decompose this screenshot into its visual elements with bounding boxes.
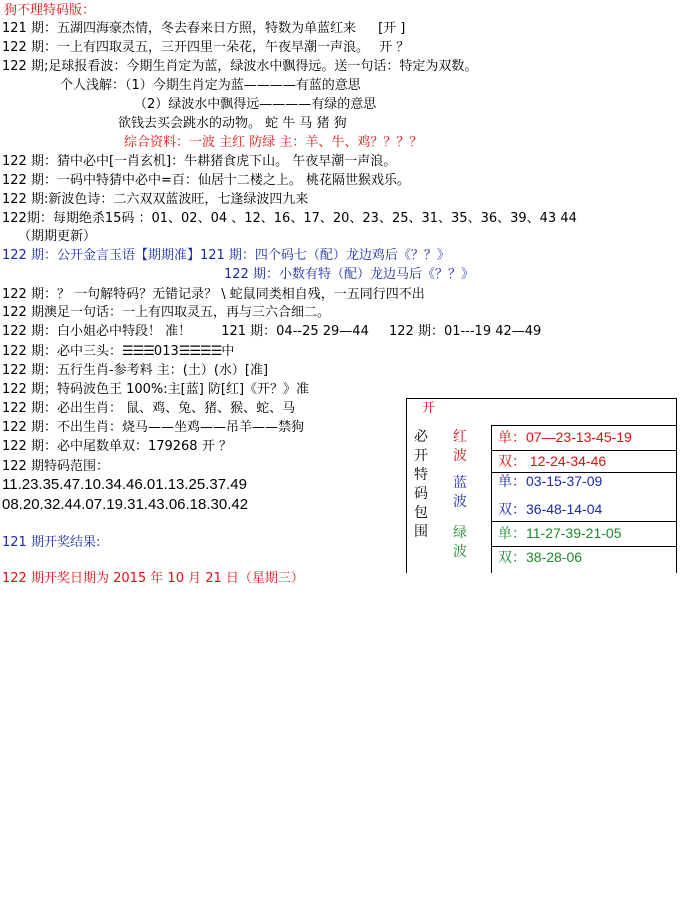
- box-border-left: [406, 398, 407, 573]
- line-small-number: 122 期：小数有特（配）龙边马后《？？》: [224, 267, 474, 282]
- line-122-poem: [2, 39, 409, 57]
- line-digits: 013: [153, 344, 179, 359]
- line-no-zodiac: 122 期：不出生肖：烧马——坐鸡——吊羊——禁狗: [2, 420, 304, 435]
- line-121-poem: [2, 20, 405, 38]
- label-char: 波: [453, 544, 467, 560]
- label-char: 绿: [453, 525, 467, 541]
- blue-even-prefix: 双：: [498, 501, 526, 517]
- vertical-char: 特: [414, 467, 428, 483]
- blue-even-numbers: [498, 498, 602, 520]
- red-odd-numbers: 单：07—23-13-45-19: [498, 429, 632, 445]
- line-xuanji: 122 期：猜中必中[一肖玄机]：牛耕猪食虎下山。 午夜早潮一声浪。: [2, 154, 397, 169]
- line-riddle: 122 期：？ 一句解特码？无错记录？ \ 蛇鼠同类相自残，一五同行四不出: [2, 287, 425, 302]
- line-text: 中: [221, 344, 235, 359]
- line-draw-date: 122 期开奖日期为 2015 年 10 月 21 日（星期三）: [2, 571, 304, 586]
- green-even-numbers: 双：38-28-06: [498, 549, 583, 565]
- line-aozu: 122 期澳足一句话：一上有四取灵五，再与三六合细二。: [2, 305, 330, 320]
- line-text-122: 122 期：01---19 42—49: [389, 324, 542, 339]
- red-wave-label: [452, 428, 468, 466]
- line-five-elements: 122 期：五行生肖-参考料 主：(土）(水）[准]: [2, 363, 269, 378]
- number-range-box: [406, 398, 676, 573]
- line-interpretation-2: （2）绿波水中飘得远————有绿的意思: [134, 97, 377, 112]
- box-divider: [491, 425, 492, 573]
- line-football: 122 期;足球报看波：今期生肖定为蓝，绿波水中飘得远。送一句话：特定为双数。: [2, 59, 478, 74]
- line-yima: 122 期：一码中特猜中必中=百：仙居十二楼之上。 桃花隔世猴戏乐。: [2, 173, 410, 188]
- line-text: 121 期：五湖四海豪杰情，冬去春来日方照，特数为单蓝红来: [2, 21, 356, 36]
- label-char: 波: [453, 494, 467, 510]
- label-char: 蓝: [453, 475, 467, 491]
- line-tag: [开 ]: [378, 21, 406, 36]
- label-char: 红: [453, 429, 467, 445]
- line-result-121: 121 期开奖结果:: [2, 535, 101, 550]
- line-golden-words: 122 期：公开金言玉语【期期准】121 期：四个码七（配）龙边鸡后《？？》: [2, 248, 450, 263]
- box-kai: 开: [422, 401, 436, 416]
- line-update-note: （期期更新）: [18, 229, 97, 244]
- box-border-right: [676, 398, 677, 573]
- vertical-char: 包: [414, 505, 428, 521]
- line-tag: 开 ？: [379, 40, 410, 55]
- label-char: 波: [453, 448, 467, 464]
- line-three-heads: [2, 343, 234, 361]
- line-kill-15: 122期：每期绝杀15码 ：01、02、04 、12、16、17、20、23、25、31、35、36、39、43 44: [2, 211, 577, 226]
- line-animals: 欲钱去买会跳水的动物。 蛇 牛 马 猪 狗: [118, 116, 347, 131]
- green-odd-numbers: 单：11-27-39-21-05: [498, 525, 622, 541]
- line-text-121: 121 期：04--25 29—44: [221, 324, 369, 339]
- line-interpretation-1: 个人浅解：（1）今期生肖定为蓝————有蓝的意思: [60, 78, 361, 93]
- vertical-char: 必: [414, 429, 428, 445]
- red-even-numbers: 双： 12-24-34-46: [498, 453, 607, 469]
- line-must-zodiac: 122 期：必出生肖： 鼠、鸡、兔、猪、猴、蛇、马: [2, 401, 296, 416]
- line-text: 122 期：一上有四取灵五，三开四里一朵花，午夜早潮一声浪。: [2, 40, 369, 55]
- green-wave-label: [452, 524, 468, 562]
- box-vertical-label: [413, 428, 429, 542]
- vertical-char: 开: [414, 448, 428, 464]
- bars-symbol: ☰☰☰: [121, 344, 154, 359]
- line-summary: 综合资料：一波 主红 防绿 主：羊、牛、鸡？？？？: [124, 135, 423, 150]
- page-title: 狗不理特码版：: [4, 3, 96, 18]
- line-range-2: 08.20.32.44.07.19.31.43.06.18.30.42: [2, 496, 249, 513]
- line-range-1: 11.23.35.47.10.34.46.01.13.25.37.49: [2, 476, 247, 493]
- line-white-lady: [2, 323, 541, 341]
- line-wave-king: 122 期；特码波色王 100%:主[蓝] 防[红]《开？》准: [2, 382, 310, 397]
- line-range-label: 122 期特码范围：: [2, 459, 109, 474]
- vertical-char: 围: [414, 524, 428, 540]
- line-text: 122 期：必中三头：: [2, 344, 122, 359]
- line-text: 122 期：白小姐必中特段！ 准！: [2, 324, 192, 339]
- box-border-top: [406, 398, 676, 399]
- line-bose-poem: 122 期:新波色诗：二六双双蓝波旺，七逢绿波四九来: [2, 192, 309, 207]
- vertical-char: 码: [414, 486, 428, 502]
- bars-symbol: ☰☰☰☰: [178, 344, 222, 359]
- blue-wave-label: [452, 474, 468, 512]
- blue-even-values: 36-48-14-04: [526, 501, 603, 517]
- line-tail-numbers: 122 期：必中尾数单双：179268 开 ？: [2, 439, 232, 454]
- blue-odd-numbers: 单：03-15-37-09: [498, 473, 603, 489]
